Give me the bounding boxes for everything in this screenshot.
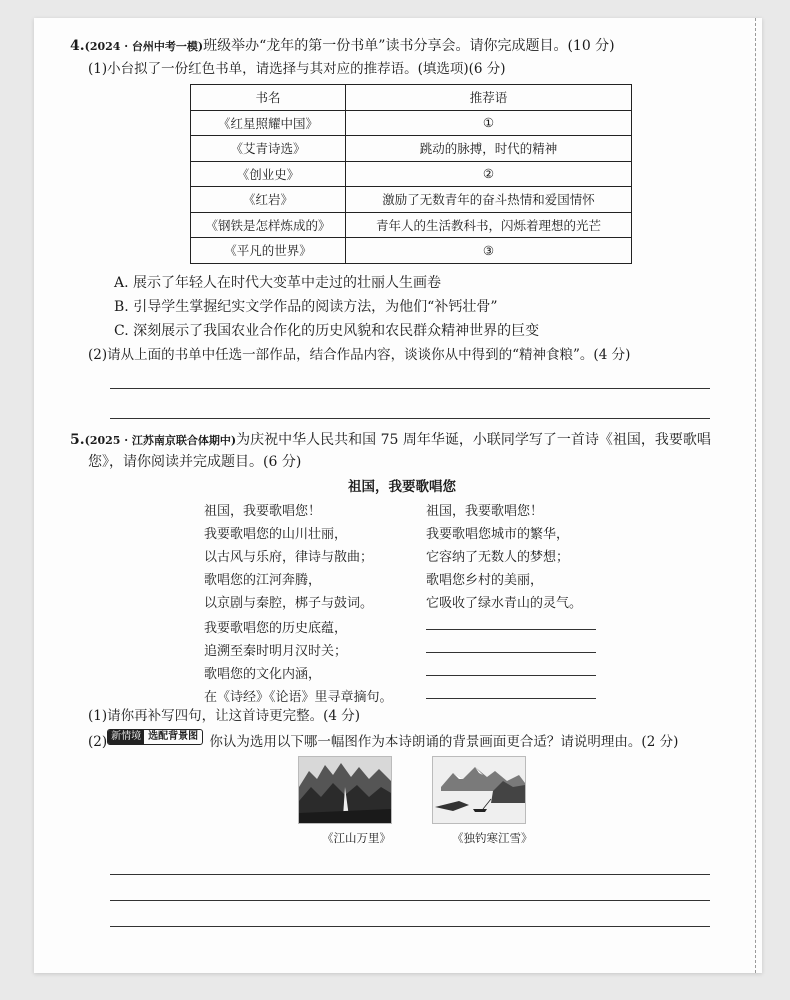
poem-line: 歌唱您乡村的美丽， bbox=[426, 573, 544, 588]
poem-title: 祖国，我要歌唱您 bbox=[348, 479, 456, 495]
poem-line: 它容纳了无数人的梦想； bbox=[426, 550, 570, 565]
recommendation: ② bbox=[346, 161, 632, 187]
landscape-image-fishing[interactable] bbox=[432, 756, 526, 824]
answer-line[interactable] bbox=[110, 388, 710, 389]
new-situation-badge bbox=[107, 729, 203, 745]
q4-stem: 班级举办“龙年的第一份书单”读书分享会。请你完成题目。(10 分) bbox=[203, 38, 615, 54]
recommendation: 青年人的生活教科书，闪烁着理想的光芒 bbox=[346, 212, 632, 238]
table-row bbox=[191, 110, 632, 136]
poem-line: 以古风与乐府，律诗与散曲； bbox=[204, 550, 374, 565]
poem-line: 歌唱您的江河奔腾， bbox=[204, 573, 322, 588]
recommendation: ③ bbox=[346, 238, 632, 264]
poem-line: 我要歌唱您的历史底蕴， bbox=[204, 621, 348, 636]
poem-fill-line[interactable] bbox=[426, 698, 596, 699]
recommendation: ① bbox=[346, 110, 632, 136]
q5-stem-line2: 您》，请你阅读并完成题目。(6 分) bbox=[88, 454, 302, 470]
poem-fill-line[interactable] bbox=[426, 675, 596, 676]
answer-line[interactable] bbox=[110, 874, 710, 875]
table-header-recommend: 推荐语 bbox=[346, 85, 632, 111]
q5-header bbox=[70, 430, 711, 451]
poem-line: 祖国，我要歌唱您！ bbox=[204, 504, 322, 519]
q4-sub2: (2)请从上面的书单中任选一部作品，结合作品内容，谈谈你从中得到的“精神食粮”。(4 分) bbox=[88, 347, 631, 363]
q4-header bbox=[70, 36, 615, 57]
q5-source: (2025 · 江苏南京联合体期中) bbox=[84, 434, 237, 447]
poem-line: 以京剧与秦腔，梆子与鼓词。 bbox=[204, 596, 374, 611]
answer-line[interactable] bbox=[110, 900, 710, 901]
q4-number: 4. bbox=[70, 38, 85, 54]
poem-line: 追溯至秦时明月汉时关； bbox=[204, 644, 348, 659]
recommendation: 跳动的脉搏，时代的精神 bbox=[346, 136, 632, 162]
book-title: 《平凡的世界》 bbox=[191, 238, 346, 264]
recommendation: 激励了无数青年的奋斗热情和爱国情怀 bbox=[346, 187, 632, 213]
image-caption: 《独钓寒江雪》 bbox=[452, 831, 533, 845]
option-c: C. 深刻展示了我国农业合作化的历史风貌和农民群众精神世界的巨变 bbox=[114, 323, 540, 339]
q4-source: (2024 · 台州中考一模) bbox=[84, 40, 204, 53]
table-row bbox=[191, 187, 632, 213]
table-row bbox=[191, 136, 632, 162]
worksheet-page bbox=[34, 18, 762, 973]
option-a: A. 展示了年轻人在时代大变革中走过的壮丽人生画卷 bbox=[114, 275, 442, 291]
poem-fill-line[interactable] bbox=[426, 652, 596, 653]
book-title: 《钢铁是怎样炼成的》 bbox=[191, 212, 346, 238]
q5-sub2-text: 你认为选用以下哪一幅图作为本诗朗诵的背景画面更合适？请说明理由。(2 分) bbox=[209, 734, 679, 750]
q4-sub1: (1)小台拟了一份红色书单，请选择与其对应的推荐语。(填选项)(6 分) bbox=[88, 61, 506, 77]
answer-line[interactable] bbox=[110, 926, 710, 927]
table-header-title: 书名 bbox=[191, 85, 346, 111]
table-row bbox=[191, 212, 632, 238]
poem-line: 我要歌唱您城市的繁华， bbox=[426, 527, 570, 542]
table-row bbox=[191, 161, 632, 187]
poem-line: 祖国，我要歌唱您！ bbox=[426, 504, 544, 519]
poem-fill-line[interactable] bbox=[426, 629, 596, 630]
landscape-image-jiangshan[interactable] bbox=[298, 756, 392, 824]
option-b: B. 引导学生掌握纪实文学作品的阅读方法，为他们“补钙壮骨” bbox=[114, 299, 498, 315]
q5-sub1: (1)请你再补写四句，让这首诗更完整。(4 分) bbox=[88, 708, 361, 724]
book-title: 《艾青诗选》 bbox=[191, 136, 346, 162]
poem-line: 歌唱您的文化内涵， bbox=[204, 667, 322, 682]
answer-line[interactable] bbox=[110, 418, 710, 419]
table-row bbox=[191, 238, 632, 264]
poem-line: 我要歌唱您的山川壮丽， bbox=[204, 527, 348, 542]
book-title: 《创业史》 bbox=[191, 161, 346, 187]
book-title: 《红星照耀中国》 bbox=[191, 110, 346, 136]
q5-stem-line1: 为庆祝中华人民共和国 75 周年华诞，小联同学写了一首诗《祖国，我要歌唱 bbox=[236, 432, 711, 448]
badge-task: 选配背景图 bbox=[148, 731, 199, 742]
book-title: 《红岩》 bbox=[191, 187, 346, 213]
poem-line: 它吸收了绿水青山的灵气。 bbox=[426, 596, 583, 611]
poem-line: 在《诗经》《论语》里寻章摘句。 bbox=[204, 690, 393, 705]
badge-label: 新情境 bbox=[108, 730, 144, 744]
book-table bbox=[190, 84, 632, 264]
q5-sub2 bbox=[88, 729, 678, 752]
mountain-ink-painting-icon bbox=[299, 757, 391, 823]
q5-sub2-prefix: (2) bbox=[88, 734, 108, 750]
snow-fishing-painting-icon bbox=[433, 757, 525, 823]
table-header-row bbox=[191, 85, 632, 111]
q5-number: 5. bbox=[70, 432, 85, 448]
image-caption: 《江山万里》 bbox=[322, 831, 391, 845]
binding-dashed-line bbox=[755, 18, 756, 973]
